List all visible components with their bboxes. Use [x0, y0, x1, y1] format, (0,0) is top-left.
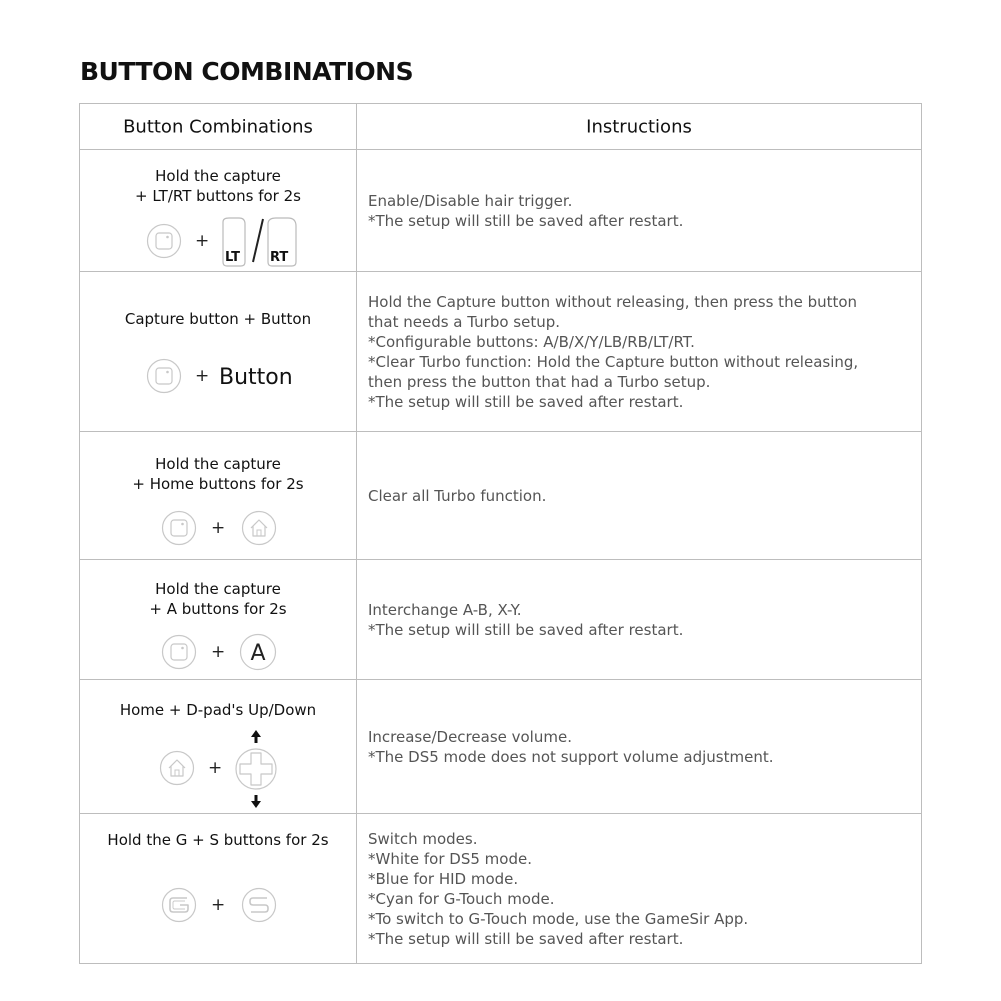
capture-button-icon	[146, 223, 182, 259]
rt-trigger-icon	[264, 216, 300, 268]
combo-label-line-1: Hold the G + S buttons for 2s	[107, 831, 329, 849]
plus-sign: +	[195, 366, 210, 386]
combo-label-line-1: Home + D-pad's Up/Down	[119, 701, 317, 719]
instructions-cell	[357, 432, 921, 559]
instruction-line: Interchange A-B, X-Y.	[368, 600, 522, 619]
header-cell-right	[357, 104, 921, 149]
instruction-line: *Clear Turbo function: Hold the Capture button without releasing,	[368, 352, 859, 371]
instructions-cell	[357, 272, 921, 431]
home-button-icon	[241, 510, 277, 546]
combo-label-line-1: Hold the capture	[155, 167, 281, 185]
combo-label-line-2: + LT/RT buttons for 2s	[135, 187, 301, 205]
combo-label-line-1: Capture button + Button	[124, 310, 312, 328]
instructions-cell	[357, 680, 921, 813]
header-button-combinations: Button Combinations	[123, 116, 313, 137]
instruction-line: *To switch to G-Touch mode, use the GameSir App.	[368, 909, 749, 928]
table-row	[80, 813, 921, 963]
a-button-icon	[239, 633, 277, 671]
g-button-icon	[161, 887, 197, 923]
instructions-cell	[357, 150, 921, 271]
plus-sign: +	[208, 758, 223, 778]
instruction-line: Hold the Capture button without releasing, then press the button	[368, 292, 858, 311]
table-row	[80, 679, 921, 813]
combo-label-line-2: + A buttons for 2s	[149, 600, 287, 618]
table-header-row	[80, 104, 921, 149]
page-title: BUTTON COMBINATIONS	[80, 57, 414, 86]
lt-label: LT	[225, 250, 240, 265]
table-row	[80, 271, 921, 431]
header-cell-left	[80, 104, 357, 149]
table-row	[80, 149, 921, 271]
instruction-line: Clear all Turbo function.	[368, 486, 547, 505]
instruction-line: *White for DS5 mode.	[368, 849, 532, 868]
instruction-line: *The setup will still be saved after restart.	[368, 392, 684, 411]
combo-cell	[80, 680, 357, 813]
table-row	[80, 559, 921, 679]
capture-button-icon	[146, 358, 182, 394]
table-row	[80, 431, 921, 559]
instruction-line: *Configurable buttons: A/B/X/Y/LB/RB/LT/RT.	[368, 332, 695, 351]
instruction-line: then press the button that had a Turbo setup.	[368, 372, 711, 391]
plus-sign: +	[195, 231, 210, 251]
home-button-icon	[159, 750, 195, 786]
combo-label-line-1: Hold the capture	[155, 580, 281, 598]
capture-button-icon	[161, 634, 197, 670]
instructions-cell	[357, 814, 921, 963]
button-word: Button	[219, 365, 293, 390]
combo-cell	[80, 560, 357, 679]
combo-label-line-1: Hold the capture	[155, 455, 281, 473]
instruction-line: *The setup will still be saved after restart.	[368, 211, 684, 230]
combo-label-line-2: + Home buttons for 2s	[132, 475, 304, 493]
lt-trigger-icon	[217, 216, 249, 268]
instruction-line: *Blue for HID mode.	[368, 869, 519, 888]
instruction-line: *The DS5 mode does not support volume adjustment.	[368, 747, 774, 766]
a-label: A	[250, 641, 266, 666]
instruction-line: Enable/Disable hair trigger.	[368, 191, 573, 210]
plus-sign: +	[211, 642, 226, 662]
button-combinations-table	[79, 103, 922, 964]
instruction-line: *Cyan for G-Touch mode.	[368, 889, 555, 908]
instruction-line: Switch modes.	[368, 829, 478, 848]
rt-label: RT	[270, 250, 289, 265]
s-button-icon	[241, 887, 277, 923]
instruction-line: Increase/Decrease volume.	[368, 727, 572, 746]
instruction-line: that needs a Turbo setup.	[368, 312, 561, 331]
combo-cell	[80, 814, 357, 963]
capture-button-icon	[161, 510, 197, 546]
header-instructions: Instructions	[586, 116, 692, 137]
plus-sign: +	[211, 895, 226, 915]
combo-cell	[80, 432, 357, 559]
dpad-icon	[234, 728, 278, 810]
instructions-cell	[357, 560, 921, 679]
instruction-line: *The setup will still be saved after restart.	[368, 620, 684, 639]
combo-cell	[80, 150, 357, 271]
plus-sign: +	[211, 518, 226, 538]
combo-cell	[80, 272, 357, 431]
instruction-line: *The setup will still be saved after restart.	[368, 929, 684, 948]
